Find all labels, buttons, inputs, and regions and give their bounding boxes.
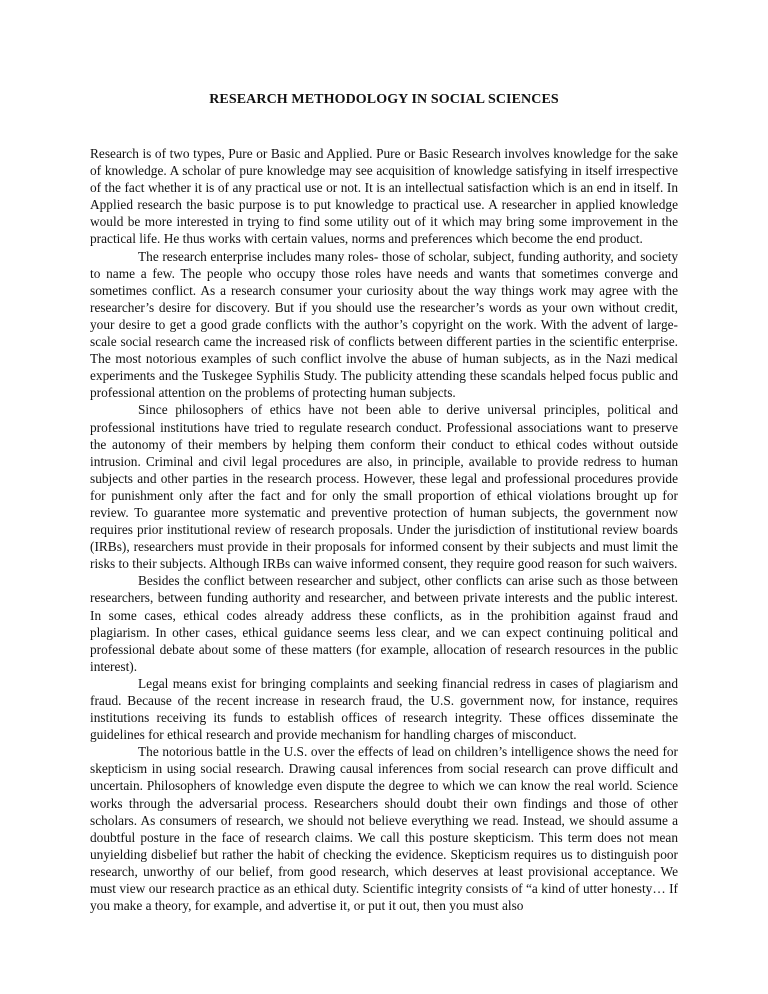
paragraph-skepticism: The notorious battle in the U.S. over the effects of lead on children’s intelligence shows the need for skepticism in using social research. Drawing causal inferences from social research can prove difficult and uncertain. Philosophers of knowledge even dispute the degree to which we can know the real world. Science works through the adversarial process. Researchers should doubt their own findings and those of other scholars. As consumers of research, we should not believe everything we read. Instead, we should assume a doubtful posture in the face of research claims. We call this posture skepticism. This term does not mean unyielding disbelief but rather the habit of checking the evidence. Skepticism requires us to distinguish poor research, unworthy of our belief, from good research, which deserves at least provisional acceptance. We must view our research practice as an ethical duty. Scientific integrity consists of “a kind of utter honesty… If you make a theory, for example, and advertise it, or put it out, then you must also bbox=[90, 744, 678, 914]
paragraph-research-enterprise: The research enterprise includes many roles- those of scholar, subject, funding authority, and society to name a few. The people who occupy those roles have needs and wants that sometimes converge and sometimes conflict. As a research consumer your curiosity about the way things work may agree with the researcher’s desire for discovery. But if you should use the researcher’s words as your own without credit, your desire to get a good grade conflicts with the author’s copyright on the work. With the advent of large-scale social research came the increased risk of conflicts between different parties in the scientific enterprise. The most notorious examples of such conflict involve the abuse of human subjects, as in the Nazi medical experiments and the Tuskegee Syphilis Study. The publicity attending these scandals helped focus public and professional attention on the problems of protecting human subjects. bbox=[90, 248, 678, 401]
document-body bbox=[90, 145, 678, 914]
paragraph-research-types: Research is of two types, Pure or Basic and Applied. Pure or Basic Research involves knowledge for the sake of knowledge. A scholar of pure knowledge may see acquisition of knowledge satisfying in itself irrespective of the fact whether it is of any practical use or not. It is an intellectual satisfaction which is an end in itself. In Applied research the basic purpose is to put knowledge to practical use. A researcher in applied knowledge would be more interested in trying to find some utility out of it which may bring some improvement in the practical life. He thus works with certain values, norms and preferences which become the end product. bbox=[90, 146, 678, 247]
document-title: RESEARCH METHODOLOGY IN SOCIAL SCIENCES bbox=[209, 92, 559, 107]
paragraph-legal-means: Legal means exist for bringing complaints and seeking financial redress in cases of plagiarism and fraud. Because of the recent increase in research fraud, the U.S. government now, for instance, requires institutions receiving its funds to establish offices of research integrity. These offices disseminate the guidelines for ethical research and provide mechanism for handling charges of misconduct. bbox=[90, 675, 678, 743]
paragraph-other-conflicts: Besides the conflict between researcher and subject, other conflicts can arise such as those between researchers, between funding authority and researcher, and between private interests and the public interest. In some cases, ethical codes already address these conflicts, as in the prohibition against fraud and plagiarism. In other cases, ethical guidance seems less clear, and we can expect continuing political and professional debate about some of these matters (for example, allocation of research resources in the public interest). bbox=[90, 573, 678, 674]
paragraph-ethics-regulation: Since philosophers of ethics have not been able to derive universal principles, political and professional institutions have tried to regulate research conduct. Professional associations want to preserve the autonomy of their members by helping them conform their conduct to ethical codes without outside intrusion. Criminal and civil legal procedures are also, in principle, available to provide redress to human subjects and other parties in the research process. However, these legal and professional procedures provide for punishment only after the fact and for only the small proportion of ethical violations brought up for review. To guarantee more systematic and preventive protection of human subjects, the government now requires prior institutional review of research proposals. Under the jurisdiction of institutional review boards (IRBs), researchers must provide in their proposals for informed consent by their subjects and must limit the risks to their subjects. Although IRBs can waive informed consent, they require good reason for such waivers. bbox=[90, 402, 678, 572]
